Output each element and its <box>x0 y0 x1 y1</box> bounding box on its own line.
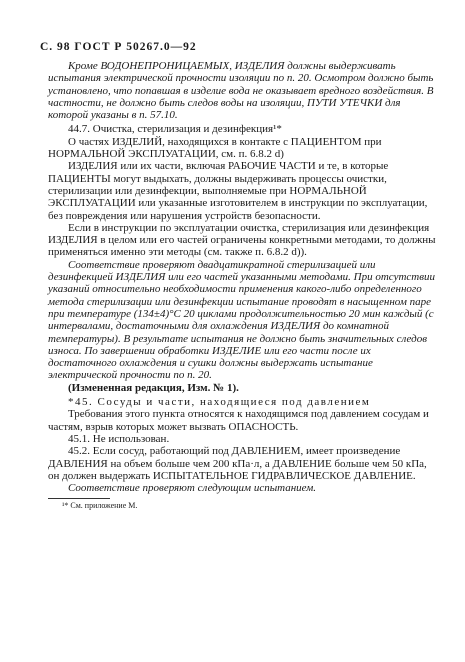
clause-heading: *45. Сосуды и части, находящиеся под давлением <box>68 396 371 409</box>
paragraph: О частях ИЗДЕЛИЙ, находящихся в контакте с ПАЦИЕНТОМ при НОРМАЛЬНОЙ ЭКСПЛУАТАЦИИ, см. п. 6.8.2 d) <box>48 135 382 161</box>
footnote-rule <box>48 498 110 499</box>
paragraph: 45.2. Если сосуд, работающий под ДАВЛЕНИЕМ, имеет произведение ДАВЛЕНИЯ на объем больше чем 200 кПа·л, а ДАВЛЕНИЕ больше чем 50 кПа, он должен выдержать ИСПЫТАТЕЛЬНОЕ ГИДРАВЛИЧЕСКОЕ ДАВЛЕНИЕ. <box>48 445 427 482</box>
paragraph: ИЗДЕЛИЯ или их части, включая РАБОЧИЕ ЧАСТИ и те, в которые ПАЦИЕНТЫ могут выдыхать, должны выдерживать процессы очистки, стерилизации или дезинфекции, выполняемые при НОРМАЛЬНОЙ ЭКСПЛУАТАЦИИ или указанные изготовителем в инструкции по эксплуатации, без повреждения или нарушения устройств безопасности. <box>48 160 428 222</box>
compliance-paragraph: Соответствие проверяют следующим испытанием. <box>68 482 317 495</box>
compliance-paragraph: Соответствие проверяют двадцатикратной стерилизацией или дезинфекцией ИЗДЕЛИЯ или его частей указанными методами. При отсутствии указаний относительно необходимости применения какого-либо определенного метода стерилизации или дезинфекции испытание проводят в насыщенном паре при температуре (134±4)°С 20 циклами продолжительностью 20 мин каждый (с интервалами, достаточными для охлаждения ИЗДЕЛИЯ до комнатной температуры). В результате испытания не должно быть значительных следов износа. По завершении обработки ИЗДЕЛИЕ или его части после их достаточного охлаждения и сушки должны выдержать испытание электрической прочности по п. 20. <box>48 258 436 382</box>
clause-heading: 44.7. Очистка, стерилизация и дезинфекция¹* <box>68 123 282 136</box>
document-body <box>48 60 436 511</box>
paragraph: Кроме ВОДОНЕПРОНИЦАЕМЫХ, ИЗДЕЛИЯ должны выдерживать испытания электрической прочности изоляции по п. 20. Осмотром должно быть установлено, что попавшая в изделие вода не оказывает вредного воздействия. В частности, не должно быть следов воды на изоляции, ПУТИ УТЕЧКИ для которой указаны в п. 57.10. <box>48 60 434 122</box>
paragraph: 45.1. Не использован. <box>68 432 170 445</box>
paragraph: Если в инструкции по эксплуатации очистка, стерилизация или дезинфекция ИЗДЕЛИЯ в целом или его частей ограничены конкретными методами, то должны применяться именно эти методы (см. также п. 6.8.2 d)). <box>48 221 436 259</box>
amendment-note: (Измененная редакция, Изм. № 1). <box>68 381 239 394</box>
paragraph: Требования этого пункта относятся к находящимся под давлением сосудам и частям, взрыв которых может вызвать ОПАСНОСТЬ. <box>48 408 429 433</box>
footnote: ¹* См. приложение М. <box>62 501 138 511</box>
page-header: С. 98 ГОСТ Р 50267.0—92 <box>40 41 197 53</box>
